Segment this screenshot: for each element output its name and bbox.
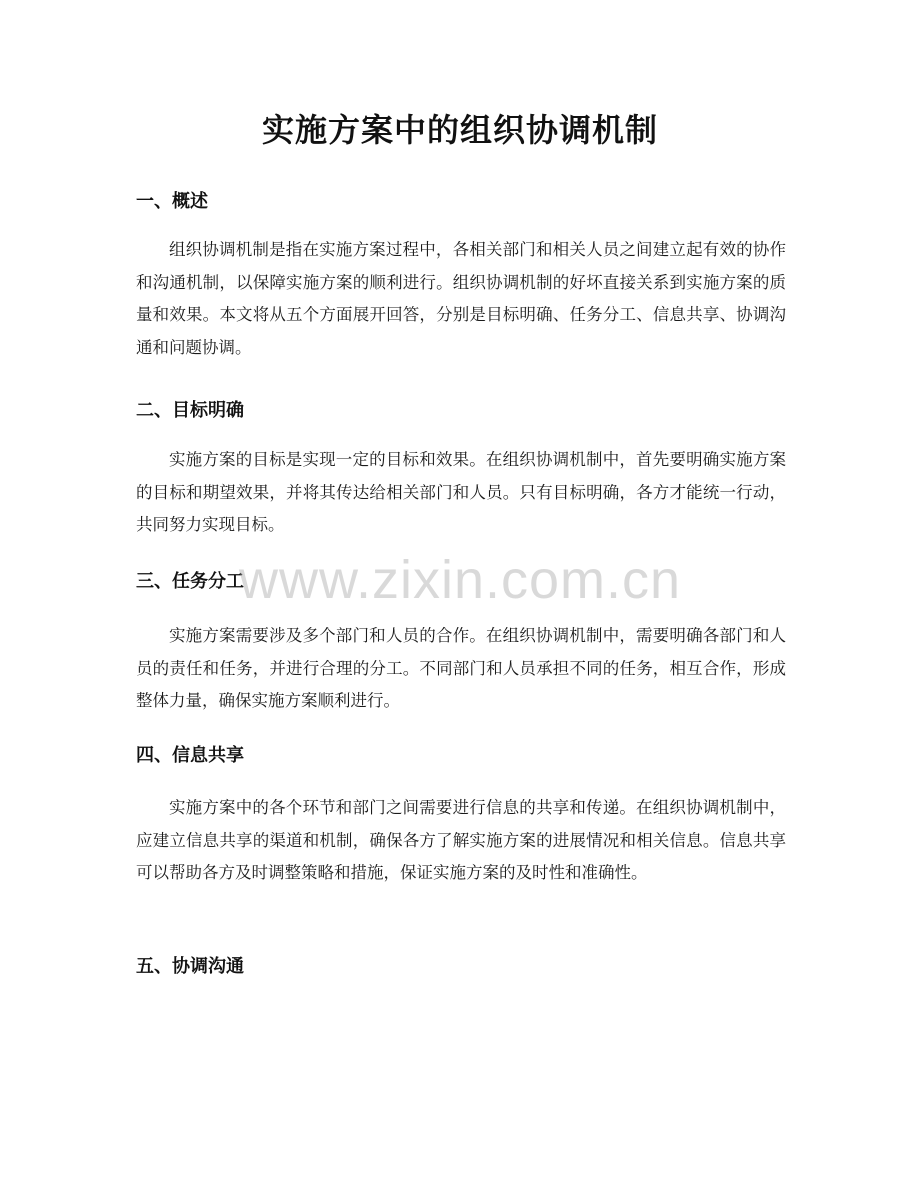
section-body-goals: 实施方案的目标是实现一定的目标和效果。在组织协调机制中，首先要明确实施方案的目标和期望效果，并将其传达给相关部门和人员。只有目标明确，各方才能统一行动，共同努力实现目标。 — [136, 450, 786, 534]
document-title: 实施方案中的组织协调机制 — [261, 111, 658, 149]
section-heading-task-division: 三、任务分工 — [136, 571, 244, 592]
section-heading-coordination: 五、协调沟通 — [136, 956, 244, 977]
section-body-overview: 组织协调机制是指在实施方案过程中，各相关部门和相关人员之间建立起有效的协作和沟通机制，以保障实施方案的顺利进行。组织协调机制的好坏直接关系到实施方案的质量和效果。本文将从五个方面展开回答，分别是目标明确、任务分工、信息共享、协调沟通和问题协调。 — [136, 240, 786, 357]
watermark-text: www.zixin.com.cn — [238, 550, 682, 610]
section-body-task-division: 实施方案需要涉及多个部门和人员的合作。在组织协调机制中，需要明确各部门和人员的责任和任务，并进行合理的分工。不同部门和人员承担不同的任务，相互合作，形成整体力量，确保实施方案顺利进行。 — [136, 626, 786, 710]
section-body-info-sharing: 实施方案中的各个环节和部门之间需要进行信息的共享和传递。在组织协调机制中，应建立信息共享的渠道和机制，确保各方了解实施方案的进展情况和相关信息。信息共享可以帮助各方及时调整策略和措施，保证实施方案的及时性和准确性。 — [136, 798, 786, 882]
section-heading-info-sharing: 四、信息共享 — [136, 745, 244, 766]
section-heading-overview: 一、概述 — [136, 191, 208, 212]
section-heading-goals: 二、目标明确 — [136, 400, 244, 421]
